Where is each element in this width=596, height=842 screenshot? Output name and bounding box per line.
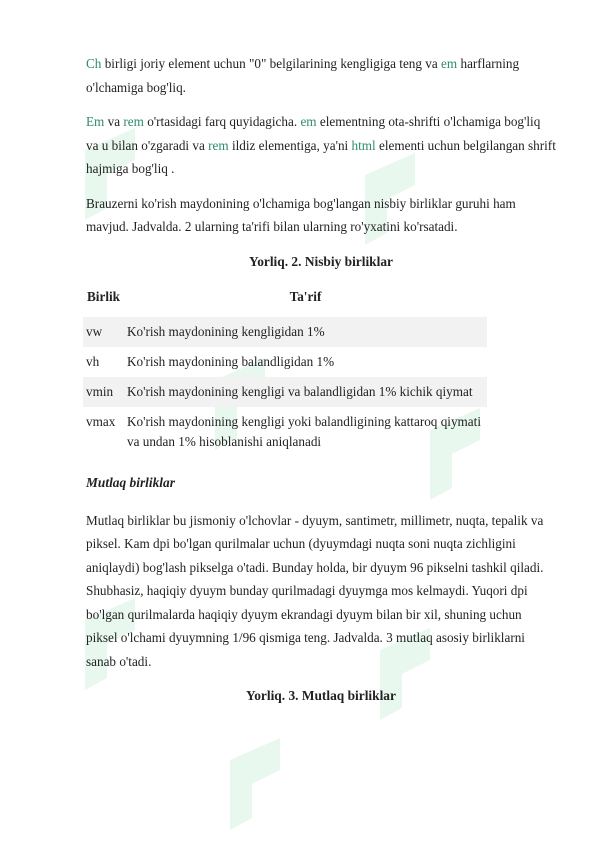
description-cell: Ko'rish maydonining balandligidan 1%: [126, 354, 335, 369]
paragraph-text: elementi uchun belgilangan shrift hajmiga bog'liq .: [86, 137, 556, 176]
code-term: html: [351, 137, 376, 153]
table3-caption: Yorliq. 3. Mutlaq birliklar: [246, 688, 396, 703]
description-cell: Ko'rish maydonining kengligi va balandligidan 1% kichik qiymat: [124, 377, 487, 407]
unit-cell: vmax: [86, 414, 116, 429]
document-content: [86, 52, 556, 720]
description-cell: Ko'rish maydonining kengligi yoki balandligining kattaroq qiymati va undan 1% hisoblanishi aniqlanadi: [126, 414, 481, 449]
paragraph-text: elementning ota-shrifti o'lchamiga bog'liq va u bilan o'zgaradi va: [86, 114, 541, 153]
paragraph-em-rem: [86, 110, 556, 181]
leaf-logo-icon: [230, 738, 280, 830]
paragraph-ch-unit: [86, 52, 556, 99]
table2-caption: Yorliq. 2. Nisbiy birliklar: [249, 253, 393, 269]
paragraph-text: va: [104, 114, 124, 129]
code-term: em: [300, 114, 317, 129]
unit-cell: vmin: [83, 377, 124, 407]
table-row: [83, 407, 487, 457]
code-term: rem: [123, 114, 144, 129]
relative-units-table: [83, 285, 487, 457]
unit-cell: vh: [86, 354, 100, 369]
paragraph-text: ildiz elementiga, ya'ni: [228, 137, 352, 153]
paragraph-absolute-units: Mutlaq birliklar bu jismoniy o'lchovlar - dyuym, santimetr, millimetr, nuqta, tepalik va piksel. Kam dpi bo'lgan qurilmalar uchun (dyuymdagi nuqta soni nuqta zichligini aniqlaydi) bog'lash pikselga o'tadi. Bunday holda, bir dyuym 96 pikselni tashkil qiladi. Shubhasiz, haqiqiy dyuym bunday qurilmadagi dyuymga mos kelmaydi. Yuqori dpi bo'lgan qurilmalarda haqiqiy dyuym ekrandagi dyuym bilan bir xil, shuning uchun piksel o'lchami dyuymning 1/96 qismiga teng. Jadvalda. 3 mutlaq asosiy birliklarni sanab o'tadi.: [86, 512, 544, 669]
table-row: [83, 347, 487, 377]
paragraph-text: birligi joriy element uchun "0" belgilarining kengligiga teng va: [101, 56, 442, 71]
paragraph-viewport-units: Brauzerni ko'rish maydonining o'lchamiga bog'langan nisbiy birliklar guruhi ham mavjud. Jadvalda. 2 ularning ta'rifi bilan ularning ro'yxatini ko'rsatadi.: [86, 195, 516, 234]
table-header-row: [83, 285, 487, 317]
code-term: em: [441, 56, 458, 71]
code-term: rem: [208, 137, 229, 153]
column-header-description: Ta'rif: [289, 289, 322, 304]
code-term: Ch: [86, 56, 102, 71]
description-cell: Ko'rish maydonining kengligidan 1%: [124, 317, 487, 347]
table-row: [83, 317, 487, 347]
unit-cell: vw: [83, 317, 124, 347]
paragraph-text: harflarning o'lchamiga bog'liq.: [86, 56, 520, 95]
code-term: Em: [86, 114, 105, 129]
table-row: [83, 377, 487, 407]
paragraph-text: o'rtasidagi farq quyidagicha.: [143, 114, 301, 129]
column-header-unit: Birlik: [87, 289, 120, 304]
section-heading-absolute-units: Mutlaq birliklar: [86, 475, 175, 490]
